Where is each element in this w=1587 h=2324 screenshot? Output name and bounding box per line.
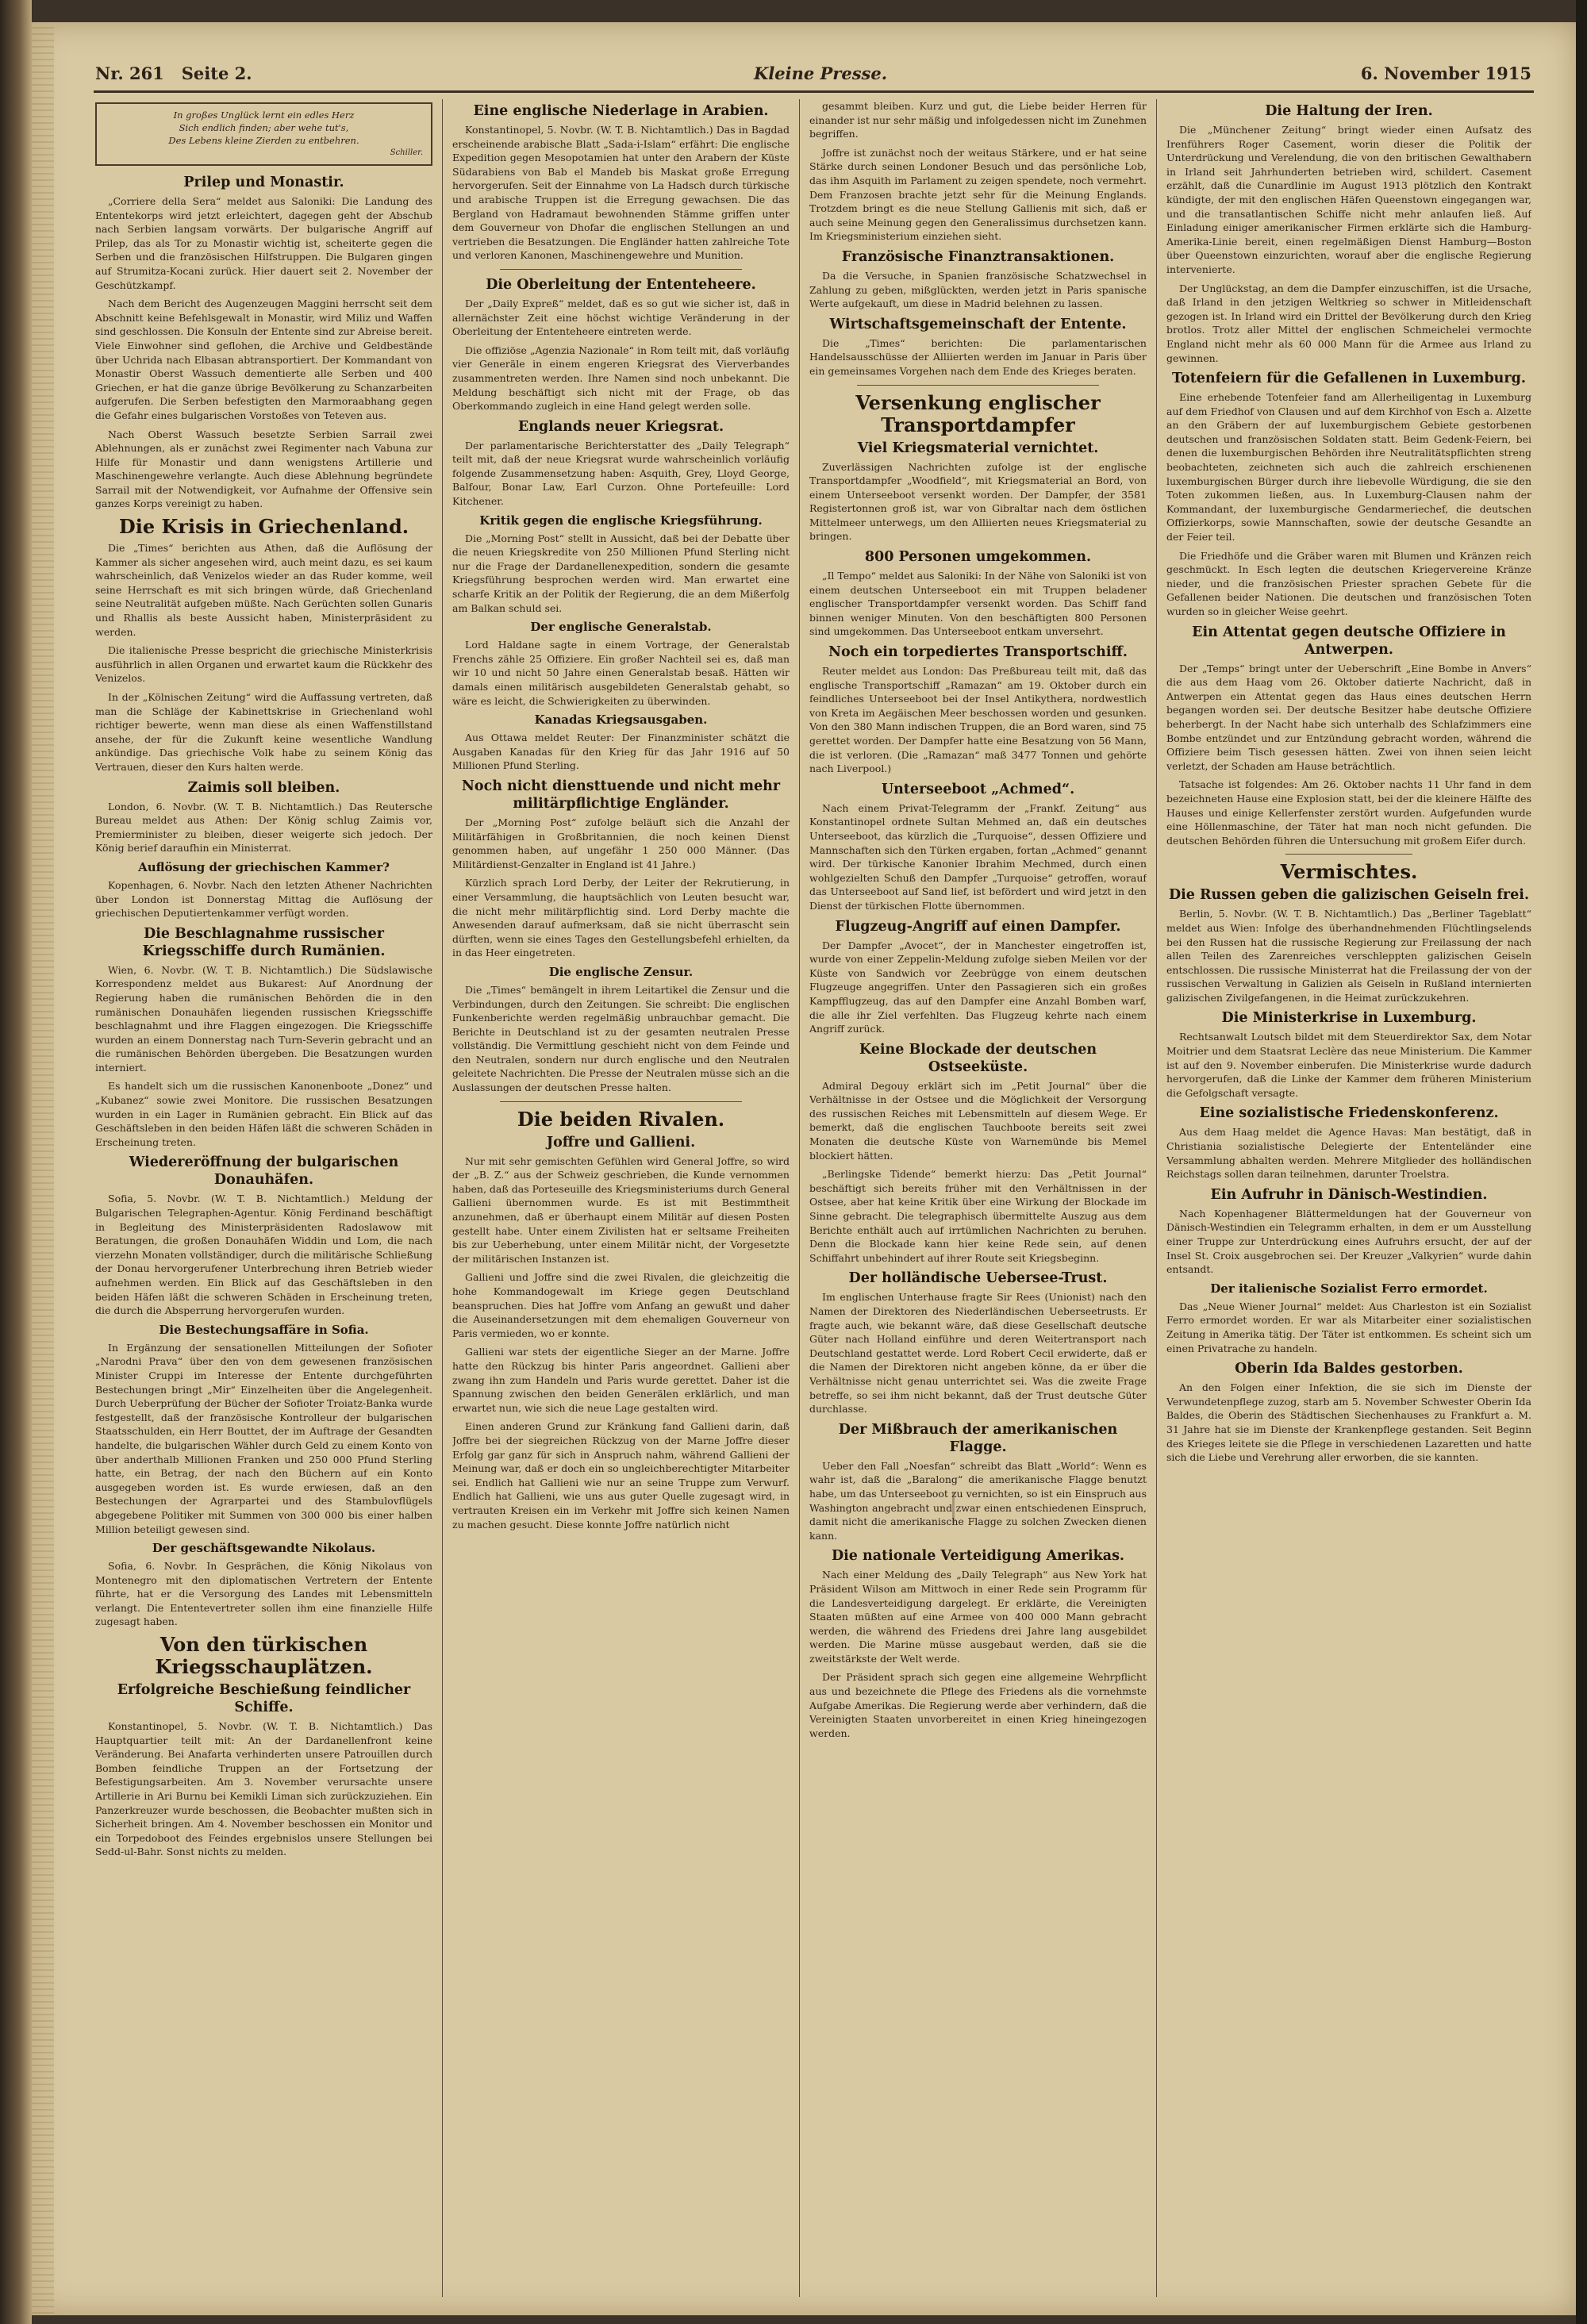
headline: Wirtschaftsgemeinschaft der Entente. — [829, 316, 1127, 332]
headline: Die englische Zensur. — [548, 964, 694, 979]
article-paragraph: Die italienische Presse bespricht die griechische Ministerkrisis ausführlich in allen Organen und erwartet kaum die Rückkehr des Venizelos. — [95, 644, 432, 685]
article-paragraph: „Berlingske Tidende“ bemerkt hierzu: Das „Petit Journal“ beschäftigt sich bereits früher mit den Verhältnissen in der Ostsee, aber hat keine Kritik über eine Wirkung der Blockade im Sinne gebracht. Die telegraphisch übermittelte Auszug aus dem Berichte enthält auch auf irrtümlichen Nachrichten zu beruhen. Denn die Blockade kann hier keine Rede sein, auf denen Schiffahrt unbehindert auf ihrer Route seit Kriegsbeginn. — [809, 1168, 1147, 1264]
column-3 — [809, 99, 1147, 2297]
headline: Die Krisis in Griechenland. — [118, 515, 409, 539]
headline: Die Russen geben die galizischen Geiseln frei. — [1168, 887, 1530, 904]
headline: Französische Finanztransaktionen. — [841, 248, 1115, 265]
article-paragraph: Aus Ottawa meldet Reuter: Der Finanzminister schätzt die Ausgaben Kanadas für den Krieg für das Jahr 1916 auf 50 Millionen Pfund Sterling. — [452, 732, 790, 772]
article-paragraph: Die offiziöse „Agenzia Nazionale“ in Rom teilt mit, daß vorläufig vier Generäle in einem engeren Kriegsrat des Vierverbandes zusammentreten werden. Ihre Namen sind noch unbekannt. Die Meldung beschäftigt sich nicht mit der Frage, ob das Oberkommando zugleich in eine Hand gelegt werden solle. — [452, 344, 790, 413]
section-rule — [500, 1101, 742, 1102]
article-paragraph: Ueber den Fall „Noesfan“ schreibt das Blatt „World“: Wenn es wahr ist, daß die „Baralong“ die amerikanische Flagge benutzt habe, um das Unterseeboot zu vernichten, so ist ein Einspruch aus Washington angebracht und zwar einen entschiedenen Einspruch, damit nicht die amerikanische Flagge zu solchen Zwecken dienen kann. — [809, 1459, 1147, 1542]
article-paragraph: Aus dem Haag meldet die Agence Havas: Man bestätigt, daß in Christiania sozialistische Delegierte der Ententeländer eine Versammlung abhalten werden. Mehrere Mitglieder des holländischen Reichstags sollen daran teilnehmen, darunter Troelstra. — [1166, 1126, 1531, 1181]
article-paragraph: Rechtsanwalt Loutsch bildet mit dem Steuerdirektor Sax, dem Notar Moitrier und dem Staatsrat Leclère das neue Ministerium. Die Kammer ist auf den 9. November einberufen. Die Ministerkrise wurde dadurch hervorgerufen, daß die Linke der Kammer dem früheren Ministerium die Gefolgschaft versagte. — [1166, 1031, 1531, 1099]
headline: Ein Aufruhr in Dänisch-Westindien. — [1210, 1186, 1488, 1203]
column-4 — [1166, 99, 1531, 2297]
headline: Noch nicht diensttuende und nicht mehr militärpflichtige Engländer. — [461, 778, 781, 812]
masthead: Kleine Presse. — [754, 63, 888, 83]
headline: Wiedereröffnung der bulgarischen Donauhäfen. — [129, 1154, 399, 1189]
headline: Oberin Ida Baldes gestorben. — [1235, 1361, 1463, 1377]
headline: Der geschäftsgewandte Nikolaus. — [152, 1541, 376, 1556]
headline: Die Bestechungsaffäre in Sofia. — [159, 1322, 369, 1337]
headline: Die nationale Verteidigung Amerikas. — [831, 1548, 1125, 1565]
article-paragraph: Zuverlässigen Nachrichten zufolge ist der englische Transportdampfer „Woodfield“, mit Kriegsmaterial an Bord, von einem Unterseeboot versenkt worden. Der Dampfer, der 3581 Registertonnen groß ist, war von Gibraltar nach dem östlichen Mittelmeer unterwegs, um den Alliierten neues Kriegsmaterial zu bringen. — [809, 460, 1147, 543]
article-paragraph: London, 6. Novbr. (W. T. B. Nichtamtlich.) Das Reutersche Bureau meldet aus Athen: Der König schlug Zaimis vor, Premierminister zu bleiben, dieser weigerte sich jedoch. Der König berief daraufhin ein Ministerrat. — [95, 800, 432, 855]
article-paragraph: Tatsache ist folgendes: Am 26. Oktober nachts 11 Uhr fand in dem bezeichneten Hause eine Explosion statt, bei der die kleinere Hälfte des Hauses und einige Kellerfenster zerstört wurden. Aufgefunden wurde eine Höllenmaschine, der Täter hat man noch nicht gefunden. Die deutschen Behörden führen die Untersuchung mit großem Eifer durch. — [1166, 778, 1531, 847]
subheadline: Erfolgreiche Beschießung feindlicher Schiffe. — [117, 1682, 411, 1716]
headline: Auflösung der griechischen Kammer? — [138, 859, 390, 874]
article-paragraph: Die „Times“ berichten aus Athen, daß die Auflösung der Kammer als sicher angesehen wird, auch meint dazu, es sei kaum wahrscheinlich, daß Venizelos wieder an das Ruder komme, weil seine Herrschaft es mit sich bringen würde, daß Griechenland seine Neutralität aufgeben müßte. Nach Gerüchten sollen Gunaris und Rhallis als beste Aussicht haben, Ministerpräsident zu werden. — [95, 542, 432, 638]
article-paragraph: Gallieni und Joffre sind die zwei Rivalen, die gleichzeitig die hohe Kommandogewalt im Kriege gegen Deutschland beanspruchen. Dies hat Joffre vom Anfang an gewußt und daher die Auseinandersetzungen mit dem ehemaligen Gouverneur von Paris vermieden, wo er konnte. — [452, 1271, 790, 1339]
article-paragraph: Die „Times“ bemängelt in ihrem Leitartikel die Zensur und die Verbindungen, durch den Zeitungen. Sie schreibt: Die englischen Funkenberichte werden regelmäßig unbrauchbar gemacht. Die Berichte in Deutschland ist zu der gesamten neutralen Presse vollständig. Die Vermittlung geschieht nicht von dem Feinde und den Neutralen, sondern nur durch englische und den Neutralen geleitete Nachrichten. Die Presse der Neutralen müsse sich an die Auslassungen der deutschen Presse halten. — [452, 983, 790, 1094]
article-paragraph: Der „Temps“ bringt unter der Ueberschrift „Eine Bombe in Anvers“ die aus dem Haag vom 26. Oktober datierte Nachricht, daß in Antwerpen ein Attentat gegen das Haus eines deutschen Herrn begangen worden sei. Der deutsche Besitzer habe deutsche Offiziere beherbergt. In der Nacht habe sich unterhalb des Schlafzimmers eine Bombe entzündet und zur Entzündung gebracht worden, während die Offiziere beim Tisch gesessen hätten. Zwei von ihnen seien leicht verletzt, der Schaden am Hause beträchtlich. — [1166, 662, 1531, 772]
article-paragraph: Wien, 6. Novbr. (W. T. B. Nichtamtlich.) Die Südslawische Korrespondenz meldet aus Bukarest: Auf Anordnung der Regierung haben die rumänischen Behörden die in den rumänischen Donauhäfen liegenden russischen Kriegsschiffe beschlagnahmt und ihre Flaggen eingezogen. Die Kriegsschiffe wurden an einem Donnerstag nach Turn-Severin gebracht und an die rumänischen Behörden übergeben. Die Besatzungen wurden interniert. — [95, 963, 432, 1074]
issue-number: Nr. 261 — [95, 63, 164, 83]
article-paragraph: „Corriere della Sera“ meldet aus Saloniki: Die Landung des Ententekorps wird jetzt erleichtert, dagegen geht der Abschub nach Serbien langsam vorwärts. Der bulgarische Angriff auf Prilep, das als Tor zu Monastir wichtig ist, scheiterte gegen die Serben und die französischen Hilfstruppen. Die Bulgaren gingen auf Strumitza-Kocani zurück. Hier dauert seit 2. November der Geschützkampf. — [95, 195, 432, 291]
headline: Unterseeboot „Achmed“. — [881, 781, 1075, 797]
headline: Ein Attentat gegen deutsche Offiziere in Antwerpen. — [1192, 624, 1506, 658]
headline: Die Ministerkrise in Luxemburg. — [1221, 1010, 1477, 1027]
headline: Eine sozialistische Friedenskonferenz. — [1199, 1105, 1499, 1122]
motto-line: Des Lebens kleine Zierden zu entbehren. — [168, 135, 359, 146]
page-number: Seite 2. — [181, 63, 252, 83]
headline: Die Beschlagnahme russischer Kriegsschiffe durch Rumänien. — [142, 925, 386, 959]
issue-date: 6. November 1915 — [1360, 63, 1531, 83]
headline: Versenkung englischer Transportdampfer — [855, 390, 1101, 436]
article-paragraph: Das „Neue Wiener Journal“ meldet: Aus Charleston ist ein Sozialist Ferro ermordet worden. Er war als Mitarbeiter einer sozialistischen Zeitung in Amerika tätig. Der Täter ist entkommen. Es scheint sich um einen Privatrache zu handeln. — [1166, 1300, 1531, 1354]
article-paragraph: Nach einer Meldung des „Daily Telegraph“ aus New York hat Präsident Wilson am Mittwoch in einer Rede sein Programm für die Landesverteidigung dargelegt. Er erklärte, die Vereinigten Staaten müßten auf eine Armee von 400 000 Mann gebracht werden, die während des Friedens drei Jahre lang ausgebildet werden. Die Marine müsse ausgebaut werden, daß sie die zweitstärkste der Welt werde. — [809, 1569, 1147, 1665]
subheadline: Joffre und Gallieni. — [546, 1134, 696, 1150]
book-page-edge — [0, 0, 32, 2324]
article-paragraph: Joffre ist zunächst noch der weitaus Stärkere, und er hat seine Stärke durch seinen Londoner Besuch und das persönliche Lob, das ihm Asquith im Parlament zu zeigen spendete, noch vermehrt. Dem Franzosen brachte jetzt sehr für die Meinung Englands. Trotzdem bringt es die neue Stellung Gallienis mit sich, daß er auch seine Meinung gegen den Generalissimus durchsetzen kann. Im Kriegsministerium einziehen sieht. — [809, 146, 1147, 243]
headline: Kritik gegen die englische Kriegsführung. — [479, 513, 763, 528]
headline: Keine Blockade der deutschen Ostseeküste. — [859, 1041, 1097, 1075]
article-paragraph: Der parlamentarische Berichterstatter des „Daily Telegraph“ teilt mit, daß der neue Kriegsrat wurde wahrscheinlich vorläufig folgende Zusammensetzung haben: Asquith, Grey, Lloyd George, Balfour, Bonar Law, Earl Curzon. Ohne Portefeuille: Lord Kitchener. — [452, 439, 790, 508]
headline: Noch ein torpediertes Transportschiff. — [828, 644, 1128, 661]
article-paragraph: Nur mit sehr gemischten Gefühlen wird General Joffre, so wird der „B. Z.“ aus der Schweiz geschrieben, die Kunde vernommen haben, daß das Porteseuille des Kriegsministeriums durch General Gallieni übernommen wurde. Es ist mit Bestimmtheit anzunehmen, daß er überhaupt einem Militär auf diesen Posten gestellt habe. Unter einem Zivilisten hat er seltsame Freiheiten bis zur Ueberhebung, unter einem Militär nicht, der Vorgesetzte der militärischen Instanzen ist. — [452, 1154, 790, 1265]
column-1 — [95, 99, 432, 2297]
article-paragraph: gesammt bleiben. Kurz und gut, die Liebe beider Herren für einander ist nur sehr mäßig und infolgedessen nicht im Zunehmen begriffen. — [809, 100, 1147, 140]
article-paragraph: Die Friedhöfe und die Gräber waren mit Blumen und Kränzen reich geschmückt. In Esch legten die deutschen Kriegervereine Kränze nieder, und die französischen Priester sprachen Gebete für die Gefallenen beider Nationen. Die deutschen und französischen Toten wurden so in gleicher Weise geehrt. — [1166, 549, 1531, 617]
article-paragraph: Der „Daily Expreß“ meldet, daß es so gut wie sicher ist, daß in allernächster Zeit eine höchst wichtige Veränderung in der Oberleitung der Ententeheere eintreten werde. — [452, 297, 790, 338]
article-paragraph: Nach Kopenhagener Blättermeldungen hat der Gouverneur von Dänisch-Westindien ein Telegramm erhalten, in dem er um Ausstellung einer Truppe zur Unterdrückung eines Aufruhrs ersucht, der auf der Insel St. Croix ausgebrochen sei. Der Kreuzer „Valkyrien“ wurde dahin entsandt. — [1166, 1207, 1531, 1276]
column-divider — [799, 99, 800, 2297]
article-paragraph: Lord Haldane sagte in einem Vortrage, der Generalstab Frenchs zähle 25 Offiziere. Ein großer Nachteil sei es, daß man wir 10 und nicht 50 Jahre einen Generalstab besaß. Hätten wir damals einen militärisch ausgebildeten Generalstab gehabt, so wäre es leicht, die Schwierigkeiten zu überwinden. — [452, 639, 790, 707]
headline: Zaimis soll bleiben. — [187, 779, 340, 796]
headline: Prilep und Monastir. — [183, 175, 344, 190]
article-paragraph: Da die Versuche, in Spanien französische Schatzwechsel in Zahlung zu geben, mißglückten, werden jetzt in Paris spanische Werte aufgekauft, um diese in Madrid belehnen zu lassen. — [809, 269, 1147, 310]
headline: Kanadas Kriegsausgaben. — [534, 713, 708, 728]
article-paragraph: Der Präsident sprach sich gegen eine allgemeine Wehrpflicht aus und bezeichnete die Pflege des Friedens als die vornehmste Aufgabe Amerikas. Die Regierung werde aber verhindern, daß die Vereinigten Staaten unvorbereitet in einen Krieg hineingezogen werden. — [809, 1671, 1147, 1739]
headline: Von den türkischen Kriegsschauplätzen. — [155, 1633, 373, 1679]
column-divider — [1156, 99, 1157, 2297]
page-header — [95, 63, 1531, 90]
article-paragraph: Nach einem Privat-Telegramm der „Frankf. Zeitung“ aus Konstantinopel ordnete Sultan Mehmed an, daß ein deutsches Unterseeboot, das kürzlich die „Turquoise“, dessen Offiziere und Mannschaften sich den Türken ergaben, fortan „Achmed“ genannt wird. Der türkische Kanonier Ibrahim Mechmed, durch einen wohlgezielten Schuß den Dampfer „Turquoise“ getroffen, worauf das Unterseeboot auf Sand lief, ist befördert und wird jetzt in den Dienst der türkischen Flotte übernommen. — [809, 801, 1147, 912]
article-paragraph: Die „Morning Post“ stellt in Aussicht, daß bei der Debatte über die neuen Kriegskredite von 250 Millionen Pfund Sterling nicht nur die Frage der Dardanellenexpedition, sondern die gesamte Kriegsführung besprochen werden wird. Man erwartet eine scharfe Kritik an der Politik der Regierung, die an dem Mißerfolg am Balkan schuld sei. — [452, 532, 790, 614]
headline: Die Haltung der Iren. — [1265, 103, 1433, 119]
headline: Totenfeiern für die Gefallenen in Luxemburg. — [1172, 371, 1526, 387]
motto-author: Schiller. — [390, 148, 423, 157]
article-paragraph: Kopenhagen, 6. Novbr. Nach den letzten Athener Nachrichten über London ist Donnerstag Mittag die Auflösung der griechischen Deputiertenkammer verfügt worden. — [95, 878, 432, 920]
motto-line: Sich endlich finden; aber wehe tut's, — [179, 122, 349, 133]
article-paragraph: Es handelt sich um die russischen Kanonenboote „Donez“ und „Kubanez“ sowie zwei Monitore. Die russischen Besatzungen wurden in ein Lager in Rumänien gebracht. Ein Blick auf das Geschäftsleben in den beiden Häfen läßt die schweren Schäden in Erscheinung treten. — [95, 1080, 432, 1148]
header-rule — [94, 90, 1534, 93]
article-paragraph: Konstantinopel, 5. Novbr. (W. T. B. Nichtamtlich.) Das in Bagdad erscheinende arabische Blatt „Sada-i-Islam“ erfährt: Die englische Expedition gegen Mesopotamien hat unter den Arabern der Küste Südarabiens von Bab el Mandeb bis Maskat große Erregung hervorgerufen. Seit der Einnahme von La Hadsch durch türkische und arabische Truppen ist die Erregung gewachsen. Die das Bergland von Hadramaut bewohnenden Stämme griffen unter dem Gouverneur von Dhofar die englischen Stellungen an und vertrieben die Besatzungen. Die Engländer hatten zahlreiche Tote und verloren Kanonen, Maschinengewehre und Munition. — [452, 124, 790, 262]
headline: Der holländische Uebersee-Trust. — [848, 1270, 1108, 1287]
headline: Der italienische Sozialist Ferro ermordet. — [1210, 1281, 1488, 1296]
article-paragraph: Admiral Degouy erklärt sich im „Petit Journal“ über die Verhältnisse in der Ostsee und die Möglichkeit der Versorgung des russischen Reiches mit Lebensmitteln auf diesem Wege. Er bemerkt, daß die englischen Tauchboote bereits seit zwei Monaten die deutsche Küste von Warnemünde bis Memel blockiert hätten. — [809, 1079, 1147, 1162]
section-rule — [857, 385, 1099, 386]
article-paragraph: An den Folgen einer Infektion, die sie sich im Dienste der Verwundetenpflege zuzog, starb am 5. November Schwester Oberin Ida Baldes, die Oberin des Städtischen Siechenhauses zu Frankfurt a. M. 31 Jahre hat sie im Dienste der Krankenpflege gestanden. Seit Beginn des Krieges leitete sie die Pflege in verschiedenen Lazaretten und hatte sich die Liebe und Verehrung aller erworben, die sie kannten. — [1166, 1381, 1531, 1464]
scan-right-edge — [1576, 0, 1587, 2324]
headline: Die Oberleitung der Ententeheere. — [486, 276, 756, 293]
article-paragraph: Nach Oberst Wassuch besetzte Serbien Sarrail zwei Ablehnungen, als er zunächst zwei Regimenter nach Vabuna zur Hilfe für Monastir und dann wenigstens Artillerie und Maschinengewehre verlangte. Auch diese Ablehnung begründete Sarrail mit der Notwendigkeit, vor Aufnahme der Offensive sein ganzes Korps vereinigt zu haben. — [95, 428, 432, 510]
section-rule — [500, 269, 742, 270]
article-paragraph: Gallieni war stets der eigentliche Sieger an der Marne. Joffre hatte den Rückzug bis hinter Paris angeordnet. Gallieni aber zwang ihn zum Handeln und Paris wurde gerettet. Daher ist die Spannung zwischen den beiden Generälen erklärlich, und man erwartet nun, wie sich die neue Lage gestalten wird. — [452, 1346, 790, 1414]
headline: Der englische Generalstab. — [530, 620, 712, 635]
article-paragraph: Eine erhebende Totenfeier fand am Allerheiligentag in Luxemburg auf dem Friedhof von Clausen und auf dem Kirchhof von Esch a. Alzette an den Gräbern der auf luxemburgischem Gebiete gestorbenen deutschen und französischen Soldaten statt. Beim Gedenk-Feiern, bei denen die luxemburgischen Behörden ihre Neutralitätspflichten streng beobachteten, zeichneten sich auch die zahlreich erschienenen luxemburgischen Bürger durch ihre liebevolle Würdigung, die sie den Toten zukommen ließen, aus. In Luxemburg-Clausen nahm der Kommandant, der luxemburgische Gendarmeriechef, die deutschen Offizierkorps, sowie Mannschaften, sowie der deutsche Gesandte an der Feier teil. — [1166, 391, 1531, 544]
article-paragraph: Konstantinopel, 5. Novbr. (W. T. B. Nichtamtlich.) Das Hauptquartier teilt mit: An der Dardanellenfront keine Veränderung. Bei Anafarta verhinderten unsere Patrouillen durch Bomben feindliche Truppen an der Fortsetzung der Befestigungsarbeiten. Am 3. November verursachte unsere Artillerie in Ari Burnu bei Kemikli Liman sich zurückzuziehen. Ein Panzerkreuzer wurde beschossen, die Beobachter mußten sich in Sicherheit bringen. Am 4. November beschossen ein Monitor und ein Torpedoboot des Feindes ergebnislos unsere Stellungen bei Sedd-ul-Bahr. Sonst nichts zu melden. — [95, 1720, 432, 1858]
headline: Der Mißbrauch der amerikanischen Flagge. — [838, 1421, 1118, 1455]
headline: Die beiden Rivalen. — [517, 1107, 725, 1131]
motto-line: In großes Unglück lernt ein edles Herz — [173, 109, 355, 121]
article-paragraph: Der „Morning Post“ zufolge beläuft sich die Anzahl der Militärfähigen in Großbritannien, die noch keinen Dienst genommen haben, auf ungefähr 1 250 000 Männer. (Das Militärdienst-Genzalter in England ist 41 Jahre.) — [452, 816, 790, 870]
article-paragraph: Sofia, 6. Novbr. In Gesprächen, die König Nikolaus von Montenegro mit den diplomatischen Vertretern der Entente führte, hat er die Versorgung des Landes mit Lebensmitteln verlangt. Die Ententevertreter sollen ihm eine finanzielle Hilfe zugesagt haben. — [95, 1560, 432, 1628]
subheadline: Viel Kriegsmaterial vernichtet. — [857, 440, 1099, 456]
column-2 — [452, 99, 790, 2297]
section-rule — [1285, 854, 1412, 855]
article-paragraph: Der Unglückstag, an dem die Dampfer einzuschiffen, ist die Ursache, daß Irland in den jetzigen Weltkrieg so schwer in Mitleidenschaft gezogen ist. In Irland wird ein Drittel der Bevölkerung durch den Krieg brotlos. Trotz aller Mittel der englischen Schmeichelei vermochte England nicht mehr als 60 000 Mann für die Armee aus Irland zu gewinnen. — [1166, 282, 1531, 364]
book-binding — [32, 22, 54, 2315]
headline: 800 Personen umgekommen. — [864, 549, 1092, 566]
article-paragraph: Sofia, 5. Novbr. (W. T. B. Nichtamtlich.) Meldung der Bulgarischen Telegraphen-Agentur. König Ferdinand beschäftigt in Begleitung des Ministerpräsidenten Radoslawow mit Beratungen, die großen Donauhäfen Widdin und Lom, die nach vierzehn Monaten vollständiger, durch die militärische Schließung der Donau hervorgerufener Unterbrechung ihren Betrieb wieder aufnehmen werden. Ein Blick auf das Geschäftsleben in den beiden Häfen läßt die schweren Schäden in Erscheinung treten, die durch die Absperrung hervorgerufen wurden. — [95, 1193, 432, 1317]
article-paragraph: Kürzlich sprach Lord Derby, der Leiter der Rekrutierung, in einer Versammlung, die hauptsächlich von Leuten besucht war, die nicht mehr militärpflichtig sind. Lord Derby machte die Anwesenden darauf aufmerksam, daß sie nicht überrascht sein dürften, wenn sie eines Tages den Gestellungsbefehl erhielten, da in das Heer eingetreten. — [452, 877, 790, 959]
paper-mark — [952, 1492, 955, 1523]
article-paragraph: Die „Münchener Zeitung“ bringt wieder einen Aufsatz des Irenführers Roger Casement, worin dieser die Politik der Unterdrückung und Verelendung, die von den britischen Gewalthabern in Irland seit Jahrhunderten betrieben wird, schildert. Casement erzählt, daß die Cunardlinie im August 1913 plötzlich den Kontrakt kündigte, der mit den englischen Häfen Queenstown eingegangen war, und die transatlantischen Schiffe nicht mehr anlaufen ließ. Auf Einladung einiger amerikanischer Firmen erklärte sich die Hamburg-Amerika-Linie bereit, einen regelmäßigen Dienst Hamburg—Boston über Queenstown einzurichten, worauf aber die englische Regierung intervenierte. — [1166, 124, 1531, 275]
article-paragraph: In Ergänzung der sensationellen Mitteilungen der Sofioter „Narodni Prava“ über den von dem gewesenen französischen Minister Cruppi im Interesse der Entente durchgeführten Bestechungen bringt „Mir“ Einzelheiten über die Angelegenheit. Durch Ueberprüfung der Bücher der Sofioter Troiatz-Banka wurde festgestellt, daß der französische Kontrolleur der bulgarischen Staatsschulden, ein Herr Bouttet, der im Auftrage der Gesandten handelte, die bulgarischen Wähler durch Geld zu einem Konto von über anderthalb Millionen Franken und 250 000 Pfund Sterling hatte, ein Betrag, der nach den Büchern auf ein Konto ausgegeben worden ist. Es wurde erwiesen, daß an den Bestechungen der Agrarpartei und des Stambulovflügels abgegebene Politiker mit Summen von 300 000 bis einer halben Million beteiligt gewesen sind. — [95, 1341, 432, 1535]
article-paragraph: Im englischen Unterhause fragte Sir Rees (Unionist) nach den Namen der Direktoren des Niederländischen Ueberseetrusts. Er fragte auch, wie bekannt wäre, daß diese Gesellschaft deutsche Güter nach Holland einführe und deren Weitertransport nach Deutschland gestattet werde. Lord Robert Cecil erwiderte, daß er die Namen der Direktoren nicht angeben könne, da er über die Verhältnisse nicht genau unterrichtet sei. Was die zweite Frage betreffe, so sei ihm nicht bekannt, daß der Trust deutsche Güter durchlasse. — [809, 1291, 1147, 1416]
headline: Eine englische Niederlage in Arabien. — [473, 103, 769, 119]
section-title: Vermischtes. — [1280, 860, 1418, 884]
headline: Flugzeug-Angriff auf einen Dampfer. — [835, 918, 1121, 935]
article-paragraph: Berlin, 5. Novbr. (W. T. B. Nichtamtlich.) Das „Berliner Tageblatt“ meldet aus Wien: Infolge des überhandnehmenden Flüchtlingselends bei den Russen hat die russische Regierung zur Freilassung der nach allen Teilen des Zarenreiches verschleppten galizischen Geiseln entschlossen. Die russische Ministerrat hat die Freilassung der von der russischen Verwaltung in Galizien als Geiseln in Rußland internierten galizischen Zivilgefangenen, in die Heimat zurückzukehren. — [1166, 908, 1531, 1004]
motto-box — [95, 102, 432, 166]
article-paragraph: In der „Kölnischen Zeitung“ wird die Auffassung vertreten, daß man die Schläge der Kabinettskrise in Griechenland wohl richtiger bewerte, wenn man diese als einen Waffenstillstand ansehe, der für die Zukunft keine wesentliche Wandlung ankündige. Das griechische Volk habe zu seinem König das Vertrauen, dieser den Kurs halten werde. — [95, 691, 432, 773]
article-paragraph: „Il Tempo“ meldet aus Saloniki: In der Nähe von Saloniki ist von einem deutschen Unterseeboot ein mit Truppen beladener englischer Transportdampfer versenkt worden. Das Schiff fand binnen weniger Minuten. Von den beschäftigten 800 Personen sind umgekommen. Das Unterseeboot entkam unversehrt. — [809, 570, 1147, 638]
headline: Englands neuer Kriegsrat. — [517, 418, 724, 435]
article-paragraph: Die „Times“ berichten: Die parlamentarischen Handelsausschüsse der Alliierten werden im Januar in Paris über ein gemeinsames Vorgehen nach dem Ende des Krieges beraten. — [809, 336, 1147, 377]
column-divider — [442, 99, 443, 2297]
article-paragraph: Nach dem Bericht des Augenzeugen Maggini herrscht seit dem Abschnitt keine Befehlsgewalt in Monastir, wird Miliz und Waffen sind geschlossen. Die Konsuln der Entente sind zur Abreise bereit. Viele Einwohner sind geflohen, die Archive und Geldbestände über Uchrida nach Elbasan abtransportiert. Der Kommandant von Monastir Oberst Wassuch dementierte alle Serben und 400 Griechen, er hat die ganze übrige Bevölkerung zu Schanzarbeiten aufgerufen. Die Serben befestigten den Marmoraabhang gegen die Gefahr eines bulgarischen Vorstoßes von Teteven aus. — [95, 298, 432, 421]
article-paragraph: Reuter meldet aus London: Das Preßbureau teilt mit, daß das englische Transportschiff „Ramazan“ am 19. Oktober durch ein feindliches Unterseeboot bei der Insel Antikythera, nordwestlich von Kreta im Aegäischen Meer beschossen worden und gesunken. Von den 380 Mann indischen Truppen, die an Bord waren, sind 75 gerettet worden. Der Dampfer hatte eine Besatzung von 56 Mann, die ist verloren. (Die „Ramazan“ maß 3477 Tonnen und gehörte nach Liverpool.) — [809, 665, 1147, 775]
article-paragraph: Einen anderen Grund zur Kränkung fand Gallieni darin, daß Joffre bei der siegreichen Rückzug von der Marne Joffre dieser Erfolg gar ganz für sich in Anspruch nahm, während Gallieni der Meinung war, daß er doch ein so ungleichberechtigter Mitarbeiter sei. Endlich hat Gallieni wie nur an seine Truppe zum Verwurf. Endlich hat Gallieni, wie uns aus guter Quelle zugesagt wird, in vertrauten Kreisen ein im Verkehr mit Joffre sich keinen Namen zu machen gesucht. Diese konnte Joffre natürlich nicht — [452, 1420, 790, 1531]
article-paragraph: Der Dampfer „Avocet“, der in Manchester eingetroffen ist, wurde von einer Zeppelin-Meldung zufolge sieben Meilen vor der Küste von Sandwich vor Zeebrügge von einem deutschen Flugzeuge angegriffen. Unter den Passagieren sich ein großes Kampfflugzeug, das auf den Dampfer eine Anzahl Bomben warf, die alle ihr Ziel verfehlten. Das Flugzeug kehrte nach einem Angriff zurück. — [809, 939, 1147, 1035]
